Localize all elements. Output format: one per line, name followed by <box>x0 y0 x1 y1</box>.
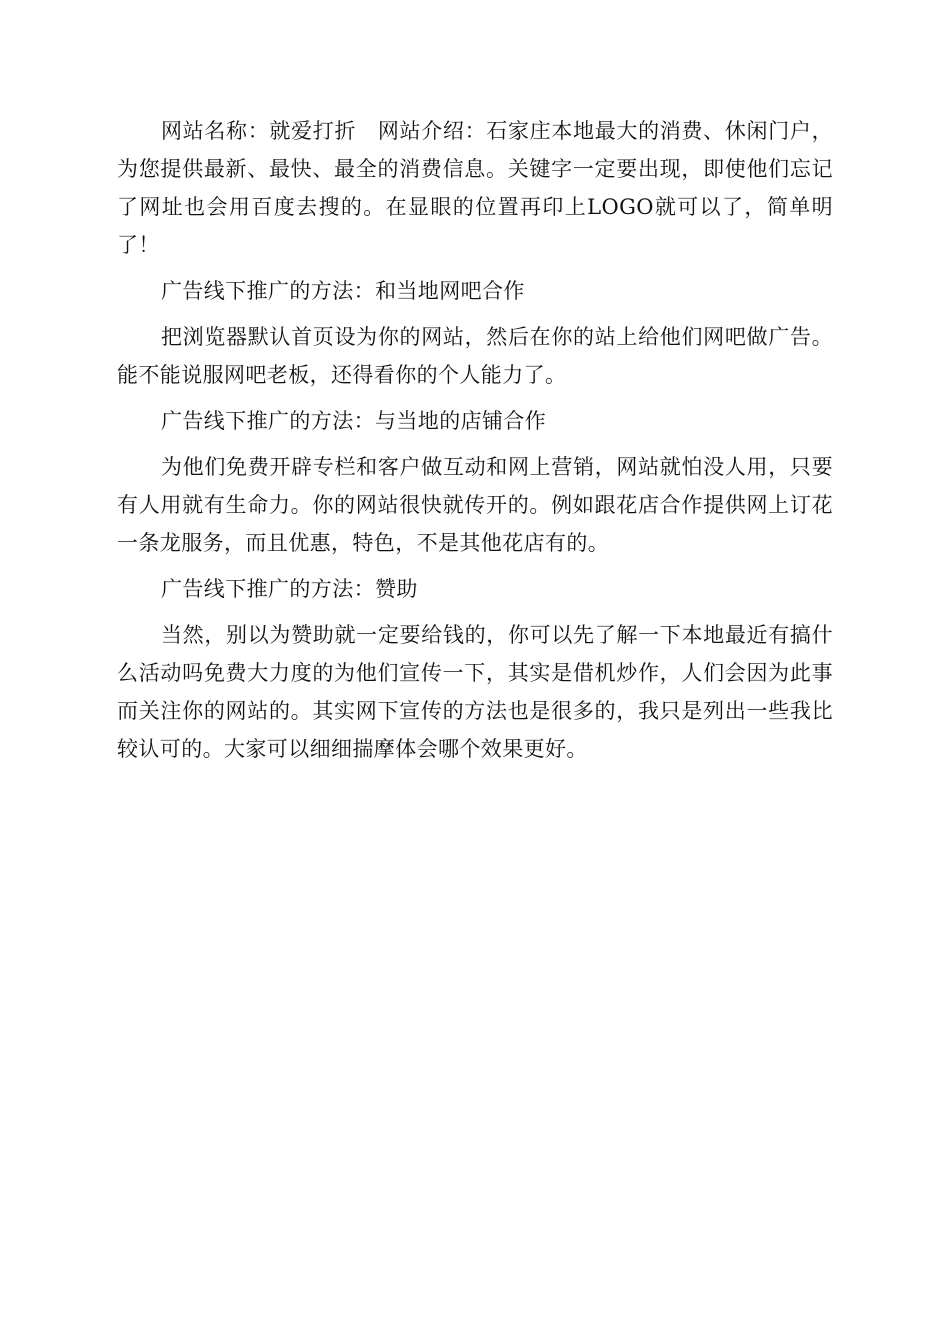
paragraph-internet-cafe: 把浏览器默认首页设为你的网站，然后在你的站上给他们网吧做广告。能不能说服网吧老板，还得看你的个人能力了。 <box>117 325 833 387</box>
heading-local-shops: 广告线下推广的方法：与当地的店铺合作 <box>161 409 547 433</box>
document-body <box>117 112 833 768</box>
heading-internet-cafe: 广告线下推广的方法：和当地网吧合作 <box>161 279 525 303</box>
paragraph-sponsorship: 当然，别以为赞助就一定要给钱的，你可以先了解一下本地最近有搞什么活动吗免费大力度的为他们宣传一下，其实是借机炒作，人们会因为此事而关注你的网站的。其实网下宣传的方法也是很多的，我只是列出一些我比较认可的。大家可以细细揣摩体会哪个效果更好。 <box>117 623 833 761</box>
paragraph-site-intro: 网站名称：就爱打折 网站介绍：石家庄本地最大的消费、休闲门户，为您提供最新、最快、最全的消费信息。关键字一定要出现，即使他们忘记了网址也会用百度去搜的。在显眼的位置再印上LOGO就可以了，简单明了！ <box>117 119 833 257</box>
paragraph-local-shops: 为他们免费开辟专栏和客户做互动和网上营销，网站就怕没人用，只要有人用就有生命力。你的网站很快就传开的。例如跟花店合作提供网上订花一条龙服务，而且优惠，特色，不是其他花店有的。 <box>117 455 833 555</box>
heading-sponsorship: 广告线下推广的方法：赞助 <box>161 577 418 601</box>
